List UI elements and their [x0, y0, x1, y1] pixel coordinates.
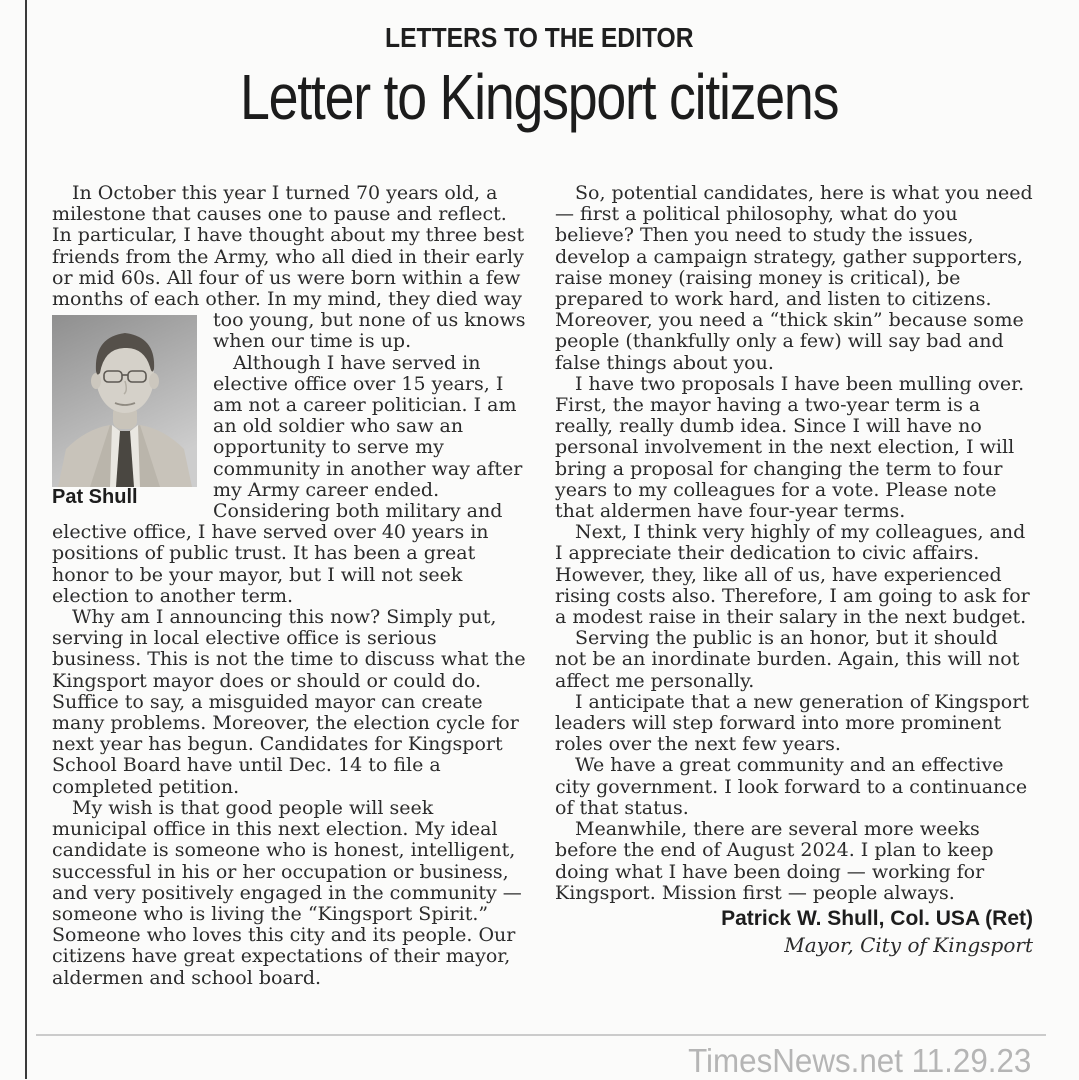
letter-header	[0, 22, 1079, 134]
letter-body	[52, 183, 1033, 989]
left-column	[52, 183, 530, 989]
photo-caption: Pat Shull	[52, 486, 138, 509]
headline	[0, 60, 1079, 134]
paragraph-9: I anticipate that a new generation of Kingsport leaders will step forward into more prominent roles over the next few years.	[555, 690, 1029, 756]
headline-text: Letter to Kingsport citizens	[240, 61, 839, 133]
paragraph-2: Although I have served in elective office over 15 years, I am not a career politician. I am an old soldier who saw an opportunity to serve my community in another way after my Army career ended. Considering both military and elective office, I have served over 40 years in positions of public trust. It has been a great honor to be your mayor, but I will not seek election to another term.	[52, 351, 523, 607]
paragraph-6: I have two proposals I have been mulling over. First, the mayor having a two-year term is a really, really dumb idea. Since I will have no personal involvement in the next election, I will bring a proposal for changing the term to four years to my colleagues for a vote. Please note that aldermen have four-year terms.	[555, 372, 1025, 523]
author-photo-figure	[52, 315, 197, 508]
paragraph-4: My wish is that good people will seek municipal office in this next election. My ideal candidate is someone who is honest, intelligent, successful in his or her occupation or business, and very positively engaged in the community — someone who is living the “Kingsport Spirit.” Someone who loves this city and its people. Our citizens have great expectations of their mayor, aldermen and school board.	[52, 796, 522, 989]
pat-shull-portrait-photo	[52, 315, 197, 487]
paragraph-10: We have a great community and an effective city government. I look forward to a continuance of that status.	[555, 754, 1028, 819]
footer-credit: TimesNews.net 11.29.23	[687, 1042, 1031, 1079]
right-column	[555, 183, 1033, 989]
signature-title: Mayor, City of Kingsport	[784, 932, 1033, 957]
footer-divider	[36, 1034, 1046, 1036]
paragraph-8: Serving the public is an honor, but it should not be an inordinate burden. Again, this will not affect me personally.	[555, 627, 1020, 692]
paragraph-5: So, potential candidates, here is what you need — first a political philosophy, what do you believe? Then you need to study the issues, develop a campaign strategy, gather supporters, raise money (raising money is critical), be prepared to work hard, and listen to citizens. Moreover, you need a “thick skin” because some people (thankfully only a few) will say bad and false things about you.	[555, 182, 1033, 374]
paragraph-3: Why am I announcing this now? Simply put, serving in local elective office is serious business. This is not the time to discuss what the Kingsport mayor does or should or could do. Suffice to say, a misguided mayor can create many problems. Moreover, the election cycle for next year has begun. Candidates for Kingsport School Board have until Dec. 14 to file a completed petition.	[52, 606, 526, 798]
page-edge-rule	[25, 0, 27, 1079]
signature-name: Patrick W. Shull, Col. USA (Ret)	[721, 906, 1033, 930]
paragraph-1-before-photo: In October this year I turned 70 years old, a milestone that causes one to pause and reflect. In particular, I have thought about my three best friends from the Army, who all died in their early or mid 60s. All four of us were born within a few months of each other. In my mind, they died way	[52, 182, 525, 311]
signature-block	[555, 906, 1033, 958]
paragraph-11: Meanwhile, there are several more weeks before the end of August 2024. I plan to keep doing what I have been doing — working for Kingsport. Mission first — people always.	[555, 818, 994, 904]
paragraph-7: Next, I think very highly of my colleagues, and I appreciate their dedication to civic affairs. However, they, like all of us, have experienced rising costs also. Therefore, I am going to ask for a modest raise in their salary in the next budget.	[555, 521, 1030, 629]
paragraph-1-after-photo: too young, but none of us knows when our time is up.	[213, 309, 526, 353]
section-kicker: LETTERS TO THE EDITOR	[385, 22, 694, 53]
